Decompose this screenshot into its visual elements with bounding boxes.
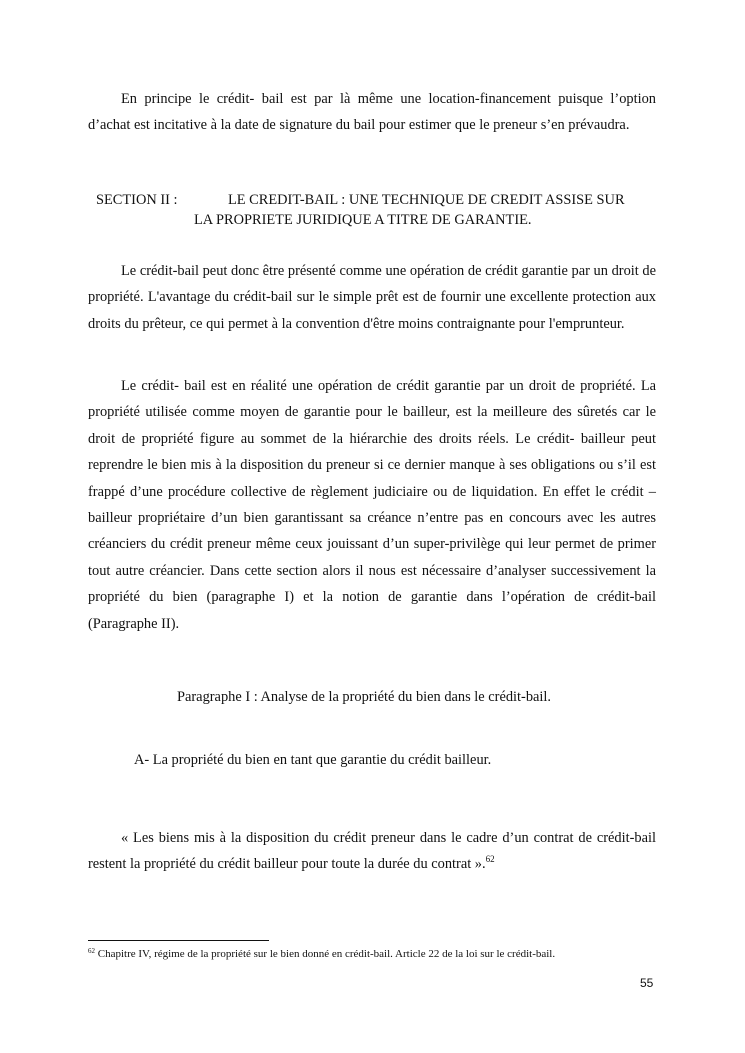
footnote-number: 62 bbox=[88, 947, 95, 955]
section-title-line2: LA PROPRIETE JURIDIQUE A TITRE DE GARANTIE. bbox=[194, 212, 532, 228]
page-number: 55 bbox=[640, 976, 654, 990]
section-label: SECTION II : bbox=[96, 192, 178, 208]
footnote bbox=[88, 946, 688, 962]
body-paragraph-1: Le crédit-bail peut donc être présenté comme une opération de crédit garantie par un droit de propriété. L'avantage du crédit-bail sur le simple prêt est de fournir une excellente protection aux droits du prêteur, ce qui permet à la convention d'être moins contraignante pour l'emprunteur. bbox=[88, 263, 656, 332]
body-paragraph-2: Le crédit- bail est en réalité une opération de crédit garantie par un droit de propriété. La propriété utilisée comme moyen de garantie pour le bailleur, est la meilleure des sûretés car le droit de propriété figure au sommet de la hiérarchie des droits réels. Le crédit- bailleur peut reprendre le bien mis à la disposition du preneur si ce dernier manque à ses obligations ou s’il est frappé d’une procédure collective de règlement judiciaire ou de liquidation. En effet le crédit –bailleur propriétaire d’un bien garantissant sa créance n’entre pas en concours avec les autres créanciers du crédit preneur même ceux jouissant d’un super-privilège qui leur permet de primer tout autre créancier. Dans cette section alors il nous est nécessaire d’analyser successivement la propriété du bien (paragraphe I) et la notion de garantie dans l’opération de crédit-bail (Paragraphe II). bbox=[88, 378, 656, 632]
footnote-text: Chapitre IV, régime de la propriété sur le bien donné en crédit-bail. Article 22 de la loi sur le crédit-bail. bbox=[97, 948, 556, 960]
footnote-reference[interactable]: 62 bbox=[485, 854, 495, 865]
paragraph-heading: Paragraphe I : Analyse de la propriété du bien dans le crédit-bail. bbox=[177, 689, 552, 705]
section-title-line1: LE CREDIT-BAIL : UNE TECHNIQUE DE CREDIT ASSISE SUR bbox=[228, 192, 625, 208]
quote-text: « Les biens mis à la disposition du crédit preneur dans le cadre d’un contrat de crédit-bail restent la propriété du crédit bailleur pour toute la durée du contrat ». bbox=[88, 830, 656, 873]
quote-paragraph bbox=[88, 825, 656, 878]
intro-paragraph: En principe le crédit- bail est par là même une location-financement puisque l’option d’achat est incitative à la date de signature du bail pour estimer que le preneur s’en prévaudra. bbox=[88, 91, 656, 134]
subheading-a: A- La propriété du bien en tant que garantie du crédit bailleur. bbox=[134, 752, 492, 768]
footnote-divider bbox=[88, 940, 269, 941]
section-heading bbox=[96, 190, 656, 230]
